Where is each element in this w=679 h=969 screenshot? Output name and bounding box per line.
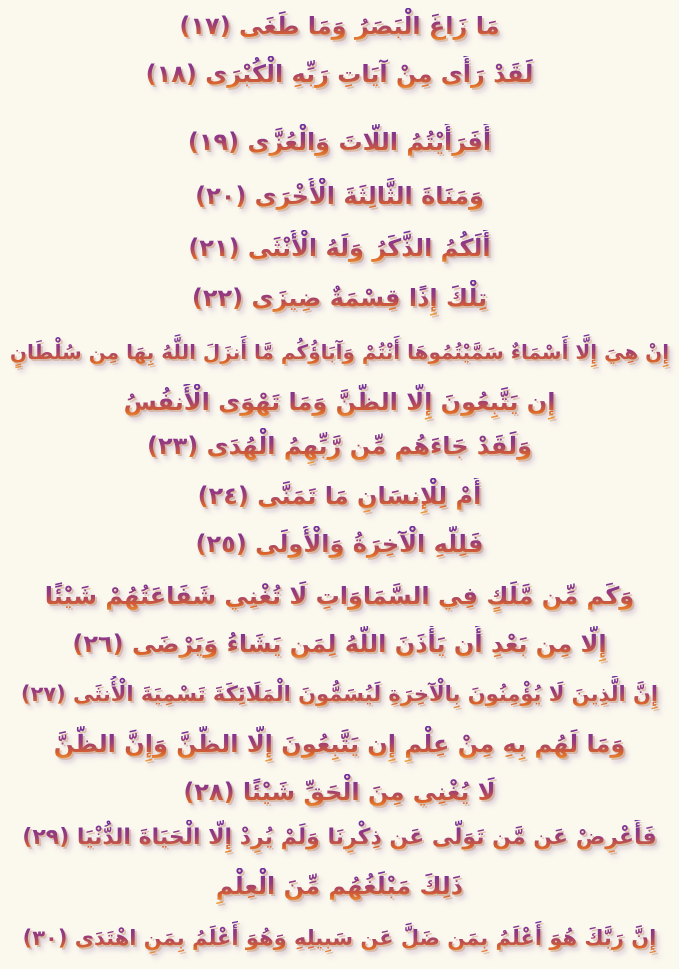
verse-23-part-3: وَلَقَدْ جَاءَهُم مِّن رَّبِّهِمُ الْهُدَى (٢٣) — [0, 428, 679, 464]
verse-19: أَفَرَأَيْتُمُ اللَّاتَ وَالْعُزَّى (١٩) — [0, 124, 679, 160]
verse-30-part-2: إِنَّ رَبَّكَ هُوَ أَعْلَمُ بِمَن ضَلَّ عَن سَبِيلِهِ وَهُوَ أَعْلَمُ بِمَنِ اهْتَدَى (٣٠) — [0, 920, 679, 956]
verse-23-part-1: إِنْ هِيَ إِلَّا أَسْمَاءٌ سَمَّيْتُمُوهَا أَنْتُمْ وَآبَاؤُكُم مَّا أَنزَلَ اللَّهُ بِهَا مِن سُلْطَانٍ — [0, 334, 679, 370]
verse-28-part-2: لَا يُغْنِي مِنَ الْحَقِّ شَيْئًا (٢٨) — [0, 774, 679, 810]
verse-24: أَمْ لِلْإِنسَانِ مَا تَمَنَّى (٢٤) — [0, 478, 679, 514]
verse-18: لَقَدْ رَأَى مِنْ آيَاتِ رَبِّهِ الْكُبْرَى (١٨) — [0, 56, 679, 92]
verse-26-part-2: إِلَّا مِن بَعْدِ أَن يَأْذَنَ اللَّهُ لِمَن يَشَاءُ وَيَرْضَى (٢٦) — [0, 626, 679, 662]
verse-22: تِلْكَ إِذًا قِسْمَةٌ ضِيزَى (٢٢) — [0, 280, 679, 316]
verse-26-part-1: وَكَم مِّن مَّلَكٍ فِي السَّمَاوَاتِ لَا تُغْنِي شَفَاعَتُهُمْ شَيْئًا — [0, 578, 679, 614]
verse-20: وَمَنَاةَ الثَّالِثَةَ الْأُخْرَى (٢٠) — [0, 178, 679, 214]
verse-27: إِنَّ الَّذِينَ لَا يُؤْمِنُونَ بِالْآخِرَةِ لَيُسَمُّونَ الْمَلَائِكَةَ تَسْمِيَةَ الْأُنثَى (٢٧) — [0, 676, 679, 712]
verse-21: أَلَكُمُ الذَّكَرُ وَلَهُ الْأُنْثَى (٢١) — [0, 230, 679, 266]
verse-23-part-2: إِن يَتَّبِعُونَ إِلَّا الظَّنَّ وَمَا تَهْوَى الْأَنفُسُ — [0, 384, 679, 420]
verse-30-part-1: ذَلِكَ مَبْلَغُهُم مِّنَ الْعِلْمِ — [0, 868, 679, 904]
verse-25: فَلِلَّهِ الْآخِرَةُ وَالْأُولَى (٢٥) — [0, 526, 679, 562]
verse-17: مَا زَاغَ الْبَصَرُ وَمَا طَغَى (١٧) — [0, 8, 679, 44]
verse-28-part-1: وَمَا لَهُم بِهِ مِنْ عِلْمٍ إِن يَتَّبِعُونَ إِلَّا الظَّنَّ وَإِنَّ الظَّنَّ — [0, 726, 679, 762]
verse-29: فَأَعْرِضْ عَن مَّن تَوَلَّى عَن ذِكْرِنَا وَلَمْ يُرِدْ إِلَّا الْحَيَاةَ الدُّنْيَا (٢٩) — [0, 820, 679, 856]
